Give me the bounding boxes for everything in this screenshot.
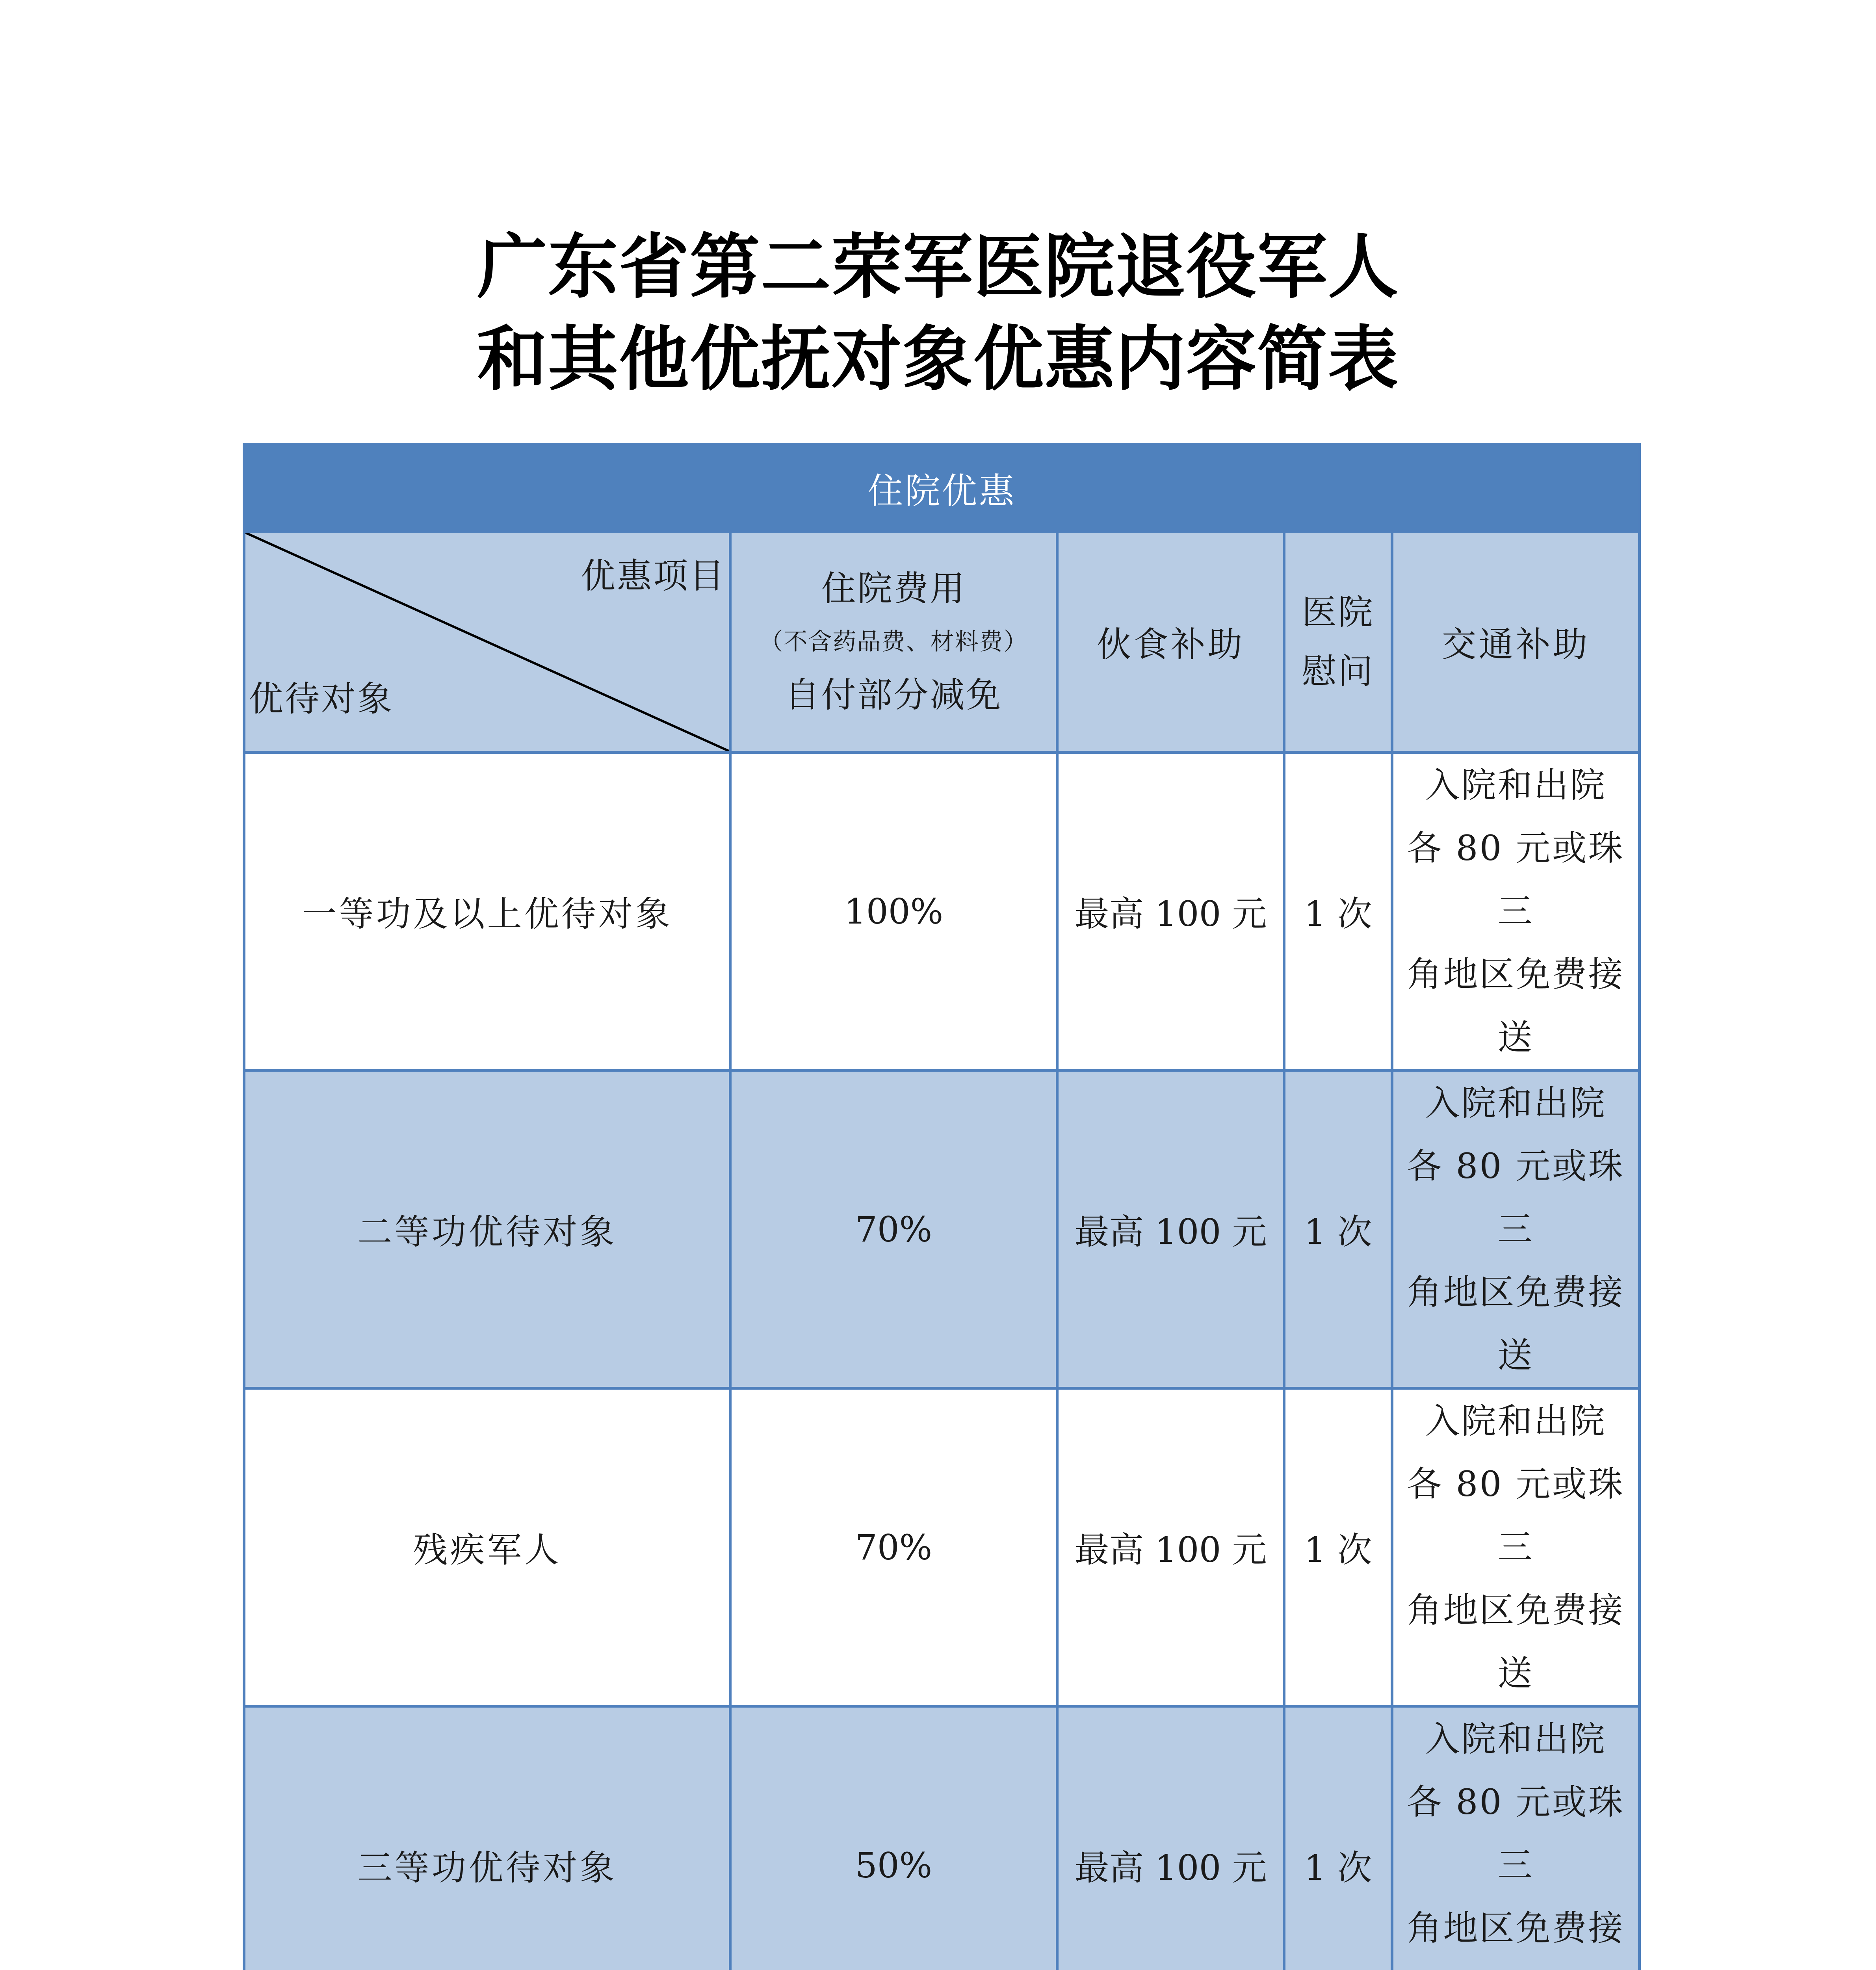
row-meal: 最高 100 元 <box>1057 1070 1284 1388</box>
header-fee-line2: 自付部分减免 <box>785 675 1003 715</box>
document-title <box>0 221 1876 405</box>
transport-line: 入院和出院 <box>1425 1083 1607 1123</box>
table-row <box>244 1706 1640 1970</box>
transport-line: 角地区免费接 <box>1407 1590 1625 1630</box>
benefits-table <box>243 443 1641 1970</box>
table-banner: 住院优惠 <box>244 444 1640 532</box>
transport-line: 角地区免费接 <box>1407 954 1625 994</box>
row-target: 三等功优待对象 <box>244 1706 730 1970</box>
row-visit: 1 次 <box>1284 753 1392 1070</box>
header-items-label: 优惠项目 <box>580 556 726 596</box>
row-visit: 1 次 <box>1284 1706 1392 1970</box>
row-meal: 最高 100 元 <box>1057 1388 1284 1706</box>
transport-line: 入院和出院 <box>1425 1401 1607 1441</box>
row-transport <box>1392 1388 1640 1706</box>
row-target: 一等功及以上优待对象 <box>244 753 730 1070</box>
row-meal: 最高 100 元 <box>1057 1706 1284 1970</box>
row-fee: 70% <box>730 1388 1057 1706</box>
header-visit-line2: 慰问 <box>1302 651 1374 691</box>
row-visit: 1 次 <box>1284 1070 1392 1388</box>
row-fee: 70% <box>730 1070 1057 1388</box>
row-target: 二等功优待对象 <box>244 1070 730 1388</box>
row-visit: 1 次 <box>1284 1388 1392 1706</box>
diagonal-header-cell <box>244 532 730 753</box>
header-visit <box>1284 532 1392 753</box>
transport-line: 送 <box>1497 1017 1534 1057</box>
title-line-1: 广东省第二荣军医院退役军人 <box>477 225 1399 308</box>
row-transport <box>1392 753 1640 1070</box>
table-row <box>244 753 1640 1070</box>
transport-line: 各 80 元或珠三 <box>1407 1464 1625 1567</box>
header-fee-line1: 住院费用 <box>821 568 966 609</box>
transport-line: 角地区免费接 <box>1407 1272 1625 1312</box>
header-meal: 伙食补助 <box>1057 532 1284 753</box>
transport-line: 角地区免费接 <box>1407 1908 1625 1948</box>
header-visit-line1: 医院 <box>1302 592 1374 632</box>
transport-line: 各 80 元或珠三 <box>1407 1146 1625 1249</box>
row-fee: 50% <box>730 1706 1057 1970</box>
table-row <box>244 1388 1640 1706</box>
transport-line: 送 <box>1497 1653 1534 1693</box>
transport-line: 入院和出院 <box>1425 765 1607 805</box>
row-target: 残疾军人 <box>244 1388 730 1706</box>
row-meal: 最高 100 元 <box>1057 753 1284 1070</box>
row-fee: 100% <box>730 753 1057 1070</box>
transport-line <box>1393 1960 1638 1970</box>
header-fee-note: （不含药品费、材料费） <box>759 628 1028 656</box>
transport-line: 送 <box>1497 1335 1534 1375</box>
row-transport <box>1392 1706 1640 1970</box>
header-fee <box>730 532 1057 753</box>
table-row <box>244 1070 1640 1388</box>
header-transport: 交通补助 <box>1392 532 1640 753</box>
header-target-label: 优待对象 <box>249 678 394 719</box>
transport-line: 各 80 元或珠三 <box>1407 1782 1625 1885</box>
transport-line: 入院和出院 <box>1425 1719 1607 1759</box>
header-row <box>244 532 1640 753</box>
title-line-2: 和其他优抚对象优惠内容简表 <box>477 318 1399 400</box>
transport-line: 各 80 元或珠三 <box>1407 828 1625 931</box>
row-transport <box>1392 1070 1640 1388</box>
